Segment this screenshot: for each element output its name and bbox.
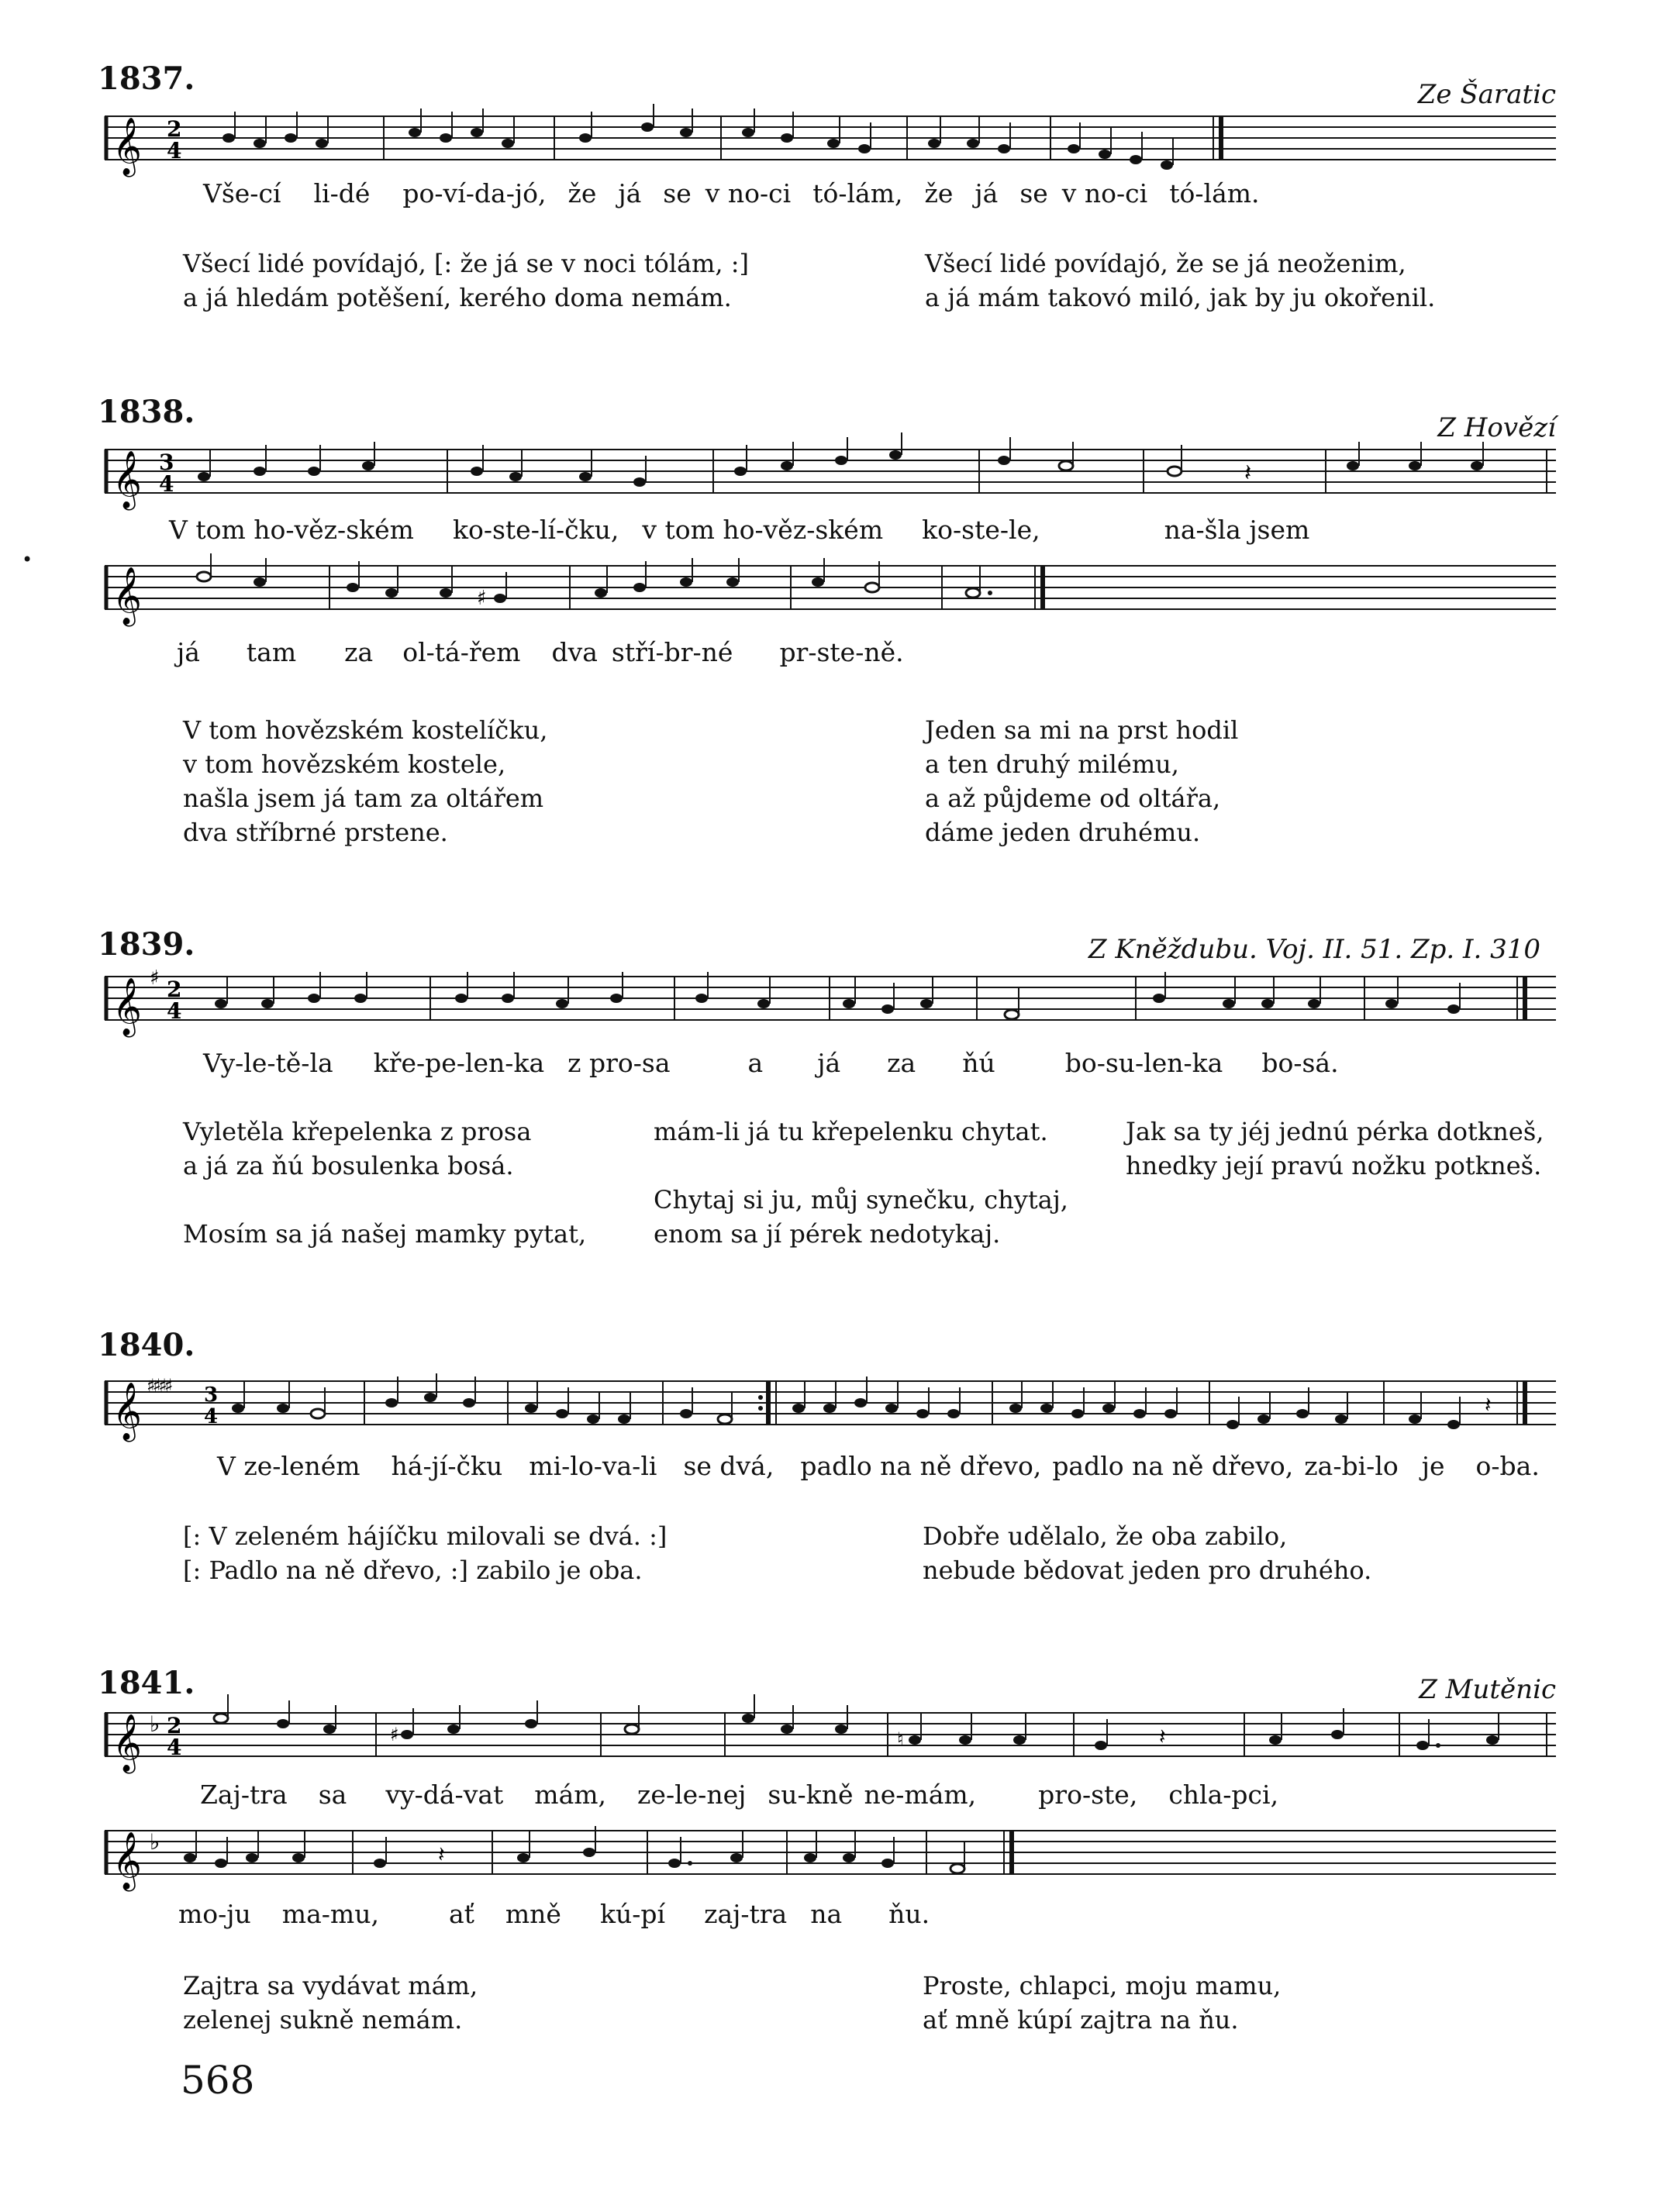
time-signature-top: 3 [159,450,174,475]
page-number: 568 [181,2058,255,2103]
notes [409,109,514,148]
music-staff [105,558,1556,625]
quarter-rest-icon: 𝄽 [438,1842,445,1867]
treble-clef-icon: 𝄞 [112,567,142,625]
time-signature-bottom: 4 [204,1405,219,1428]
lyrics-line: mo-ju ma-mu, ať mně kú-pí zaj-tra na ňu. [178,1899,930,1929]
lyrics-line: Zaj-tra sa vy-dá-vat mám, ze-le-nej su-kně ne-mám, pro-ste, chla-pci, [200,1780,1279,1810]
treble-clef-icon: 𝄞 [112,1832,142,1890]
key-signature: ♭ [150,1711,160,1737]
treble-clef-icon: 𝄞 [112,451,142,508]
music-staff [105,109,1556,175]
quarter-rest-icon: 𝄽 [1159,1724,1166,1749]
song-number: 1839. [98,926,195,963]
time-signature-bottom: 4 [167,138,182,164]
verse: Zajtra sa vydávat mám, zelenej sukně nemám. [183,1971,478,2035]
natural-icon: ♮ [897,1728,904,1750]
treble-clef-icon: 𝄞 [112,1383,142,1440]
verse: mám-li já tu křepelenku chytat. Chytaj si ju, můj synečku, chytaj, enom sa jí pérek nedotykaj. [654,1117,1068,1249]
time-signature-top: 3 [204,1383,219,1407]
time-signature-top: 2 [167,977,182,1002]
lyrics-line: já tam za ol-tá-řem dva stří-br-né pr-ste-ně. [177,637,904,667]
staff-lines [105,116,1556,160]
notes [1068,122,1173,170]
lyrics-line: V ze-leném há-jí-čku mi-lo-va-li se dvá, padlo na ně dřevo, padlo na ně dřevo, za-bi-lo je o-ba. [217,1451,1540,1481]
treble-clef-icon: 𝄞 [112,978,142,1035]
notes [928,116,1010,153]
music-staff [105,1705,1556,1772]
verse: Všecí lidé povídajó, že se já neoženim, a já mám takovó miló, jak by ju okořenil. [925,249,1436,312]
lyrics-line: Vše-cí li-dé po-ví-da-jó, že já se v no-ci tó-lám, že já se v no-ci tó-lám. [203,178,1260,208]
treble-clef-icon: 𝄞 [112,1714,142,1772]
treble-clef-icon: 𝄞 [112,118,142,175]
lyrics-line: V tom ho-věz-ském ko-ste-lí-čku, v tom ho-věz-ském ko-ste-le, na-šla jsem [169,515,1310,545]
time-signature-bottom: 4 [167,1735,182,1760]
song-origin: Z Kněždubu. Voj. II. 51. Zp. I. 310 [1088,934,1540,965]
sharp-icon: ♯ [477,587,487,610]
verse: Dobře udělalo, že oba zabilo, nebude bědovat jeden pro druhého. [923,1521,1372,1585]
notes [579,104,692,143]
music-staff [105,1823,1556,1890]
time-signature-top: 2 [167,116,182,142]
verse: Vyletěla křepelenka z prosa a já za ňú bosulenka bosá. Mosím sa já našej mamky pytat, [183,1117,587,1249]
time-signature-bottom: 4 [159,471,174,497]
music-staff [105,966,1556,1035]
lyrics-line: Vy-le-tě-la kře-pe-len-ka z pro-sa a já za ňú bo-su-len-ka bo-sá. [203,1048,1339,1078]
sharp-icon: ♯ [390,1724,399,1745]
song-number: 1837. [98,60,195,97]
song-number: 1838. [98,394,195,430]
time-signature-bottom: 4 [167,998,182,1024]
music-staff [105,442,1556,508]
notes [223,112,328,148]
verse: Všecí lidé povídajó, [: že já se v noci tólám, :] a já hledám potěšení, kerého doma nemám. [183,249,749,312]
quarter-rest-icon: 𝄽 [1244,460,1252,487]
key-signature: ♯♯♯♯ [147,1375,171,1397]
key-signature: ♯ [150,966,160,990]
song-origin: Z Mutěnic [1419,1674,1556,1705]
time-signature-top: 2 [167,1713,182,1738]
verse: V tom hovězském kostelíčku, v tom hovězském kostele, našla jsem já tam za oltářem dva stříbrné prstene. [183,715,548,847]
song-number: 1840. [98,1327,195,1363]
song-origin: Ze Šaratic [1417,79,1556,110]
margin-mark: • [22,549,33,570]
music-staff [105,1373,1556,1440]
song-number: 1841. [98,1665,195,1701]
key-signature: ♭ [150,1829,160,1855]
song-origin: Z Hovězí [1437,412,1556,443]
verse: Jeden sa mi na prst hodil a ten druhý milému, a až půjdeme od oltářa, dáme jeden druhému. [925,715,1239,847]
verse: Proste, chlapci, moju mamu, ať mně kúpí zajtra na ňu. [923,1971,1282,2035]
quarter-rest-icon: 𝄽 [1485,1392,1492,1418]
notes [742,109,871,153]
verse: [: V zeleném hájíčku milovali se dvá. :] [: Padlo na ně dřevo, :] zabilo je oba. [183,1521,668,1585]
verse: Jak sa ty jéj jednú pérka dotkneš, hnedky její pravú nožku potkneš. [1126,1117,1544,1180]
